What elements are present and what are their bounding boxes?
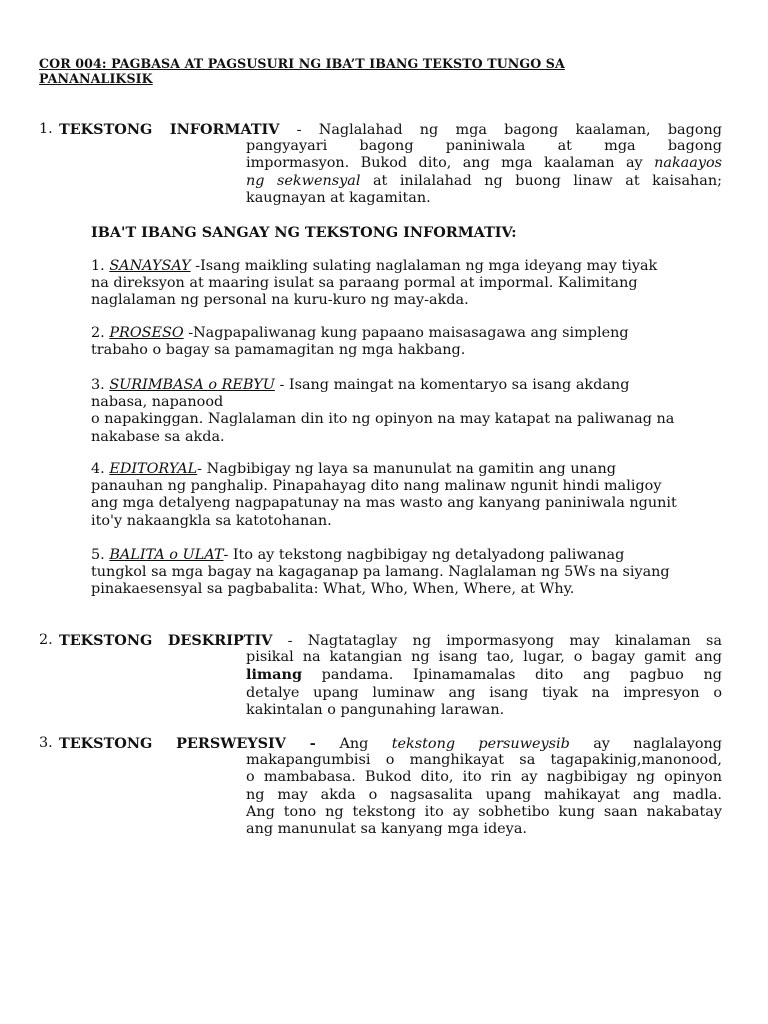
subitem-line: pinakaesensyal sa pagbabalita: What, Who, When, Where, at Why. (91, 581, 575, 598)
description-line: ng may akda o nagsasalita upang mahikayat ang madla. (246, 786, 722, 803)
description-line: pangyayari bagong paniniwala at mga bagong (246, 138, 722, 155)
section-number: 2. (39, 632, 53, 648)
description-line: makapangumbisi o manghikayat sa tagapakinig,manonood, (246, 752, 722, 769)
section-tekstong-informativ (39, 121, 722, 207)
course-heading (39, 56, 659, 86)
description-line: kakintalan o pangunahing larawan. (246, 701, 505, 718)
course-heading-line-2: PANANALIKSIK (39, 71, 153, 86)
subitem-title: PROSESO (109, 325, 184, 341)
subitem-first-line: 3. SURIMBASA o REBYU - Isang maingat na komentaryo sa isang akdang (91, 377, 630, 393)
description-line: pisikal na katangian ng isang tao, lugar, o bagay gamit ang (246, 649, 722, 666)
subitem-line: ang mga detalyeng nagpapatunay na mas wasto ang kanyang paniniwala ngunit (91, 495, 677, 512)
description-line: Ang tono ng tekstong ito ay sobhetibo kung saan nakabatay (246, 803, 722, 820)
subitem-surimbasa (91, 377, 723, 446)
description-line: o mambabasa. Bukod dito, ito rin ay nagbibigay ng opinyon (246, 769, 722, 786)
section-number: 1. (39, 121, 53, 137)
description-line: ang manunulat sa kanyang mga ideya. (246, 821, 527, 837)
subitem-line: o napakinggan. Naglalaman din ito ng opinyon na may katapat na paliwanag na (91, 411, 675, 428)
subitem-title: SURIMBASA o REBYU (109, 377, 275, 393)
section-tekstong-persweysiv (39, 735, 722, 838)
subitem-title: SANAYSAY (109, 258, 191, 274)
section-first-line: TEKSTONG PERSWEYSIV - Ang tekstong persuweysib ay naglalayong (59, 735, 722, 752)
subitem-line: na direksyon at maaring isulat sa paraang pormal at impormal. Kalimitang (91, 275, 638, 292)
subitem-title: EDITORYAL (109, 461, 198, 477)
subitem-line: nabasa, napanood (91, 394, 224, 411)
description-line: kaugnayan at kagamitan. (246, 189, 431, 206)
section-intro: - Nagtataglay ng impormasyong may kinalaman sa (272, 633, 722, 649)
subitem-proseso (91, 325, 723, 359)
subitem-first-line: 2. PROSESO -Nagpapaliwanag kung papaano maisasagawa ang simpleng (91, 325, 629, 341)
description-line: detalye upang luminaw ang isang tiyak na impresyon o (246, 684, 722, 701)
subitem-line: nakabase sa akda. (91, 428, 225, 445)
description-line: ng sekwensyal at inilalahad ng buong linaw at kaisahan; (246, 172, 722, 189)
section-title: TEKSTONG DESKRIPTIV (59, 632, 273, 649)
subitem-sanaysay (91, 258, 723, 310)
subitem-line: panauhan ng panghalip. Pinapahayag dito nang malinaw ngunit hindi maligoy (91, 478, 662, 495)
subitem-editoryal (91, 461, 723, 530)
course-heading-line-1: COR 004: PAGBASA AT PAGSUSURI NG IBA’T IBANG TEKSTO TUNGO SA (39, 56, 565, 71)
subitem-balita (91, 547, 723, 599)
subitem-first-line: 4. EDITORYAL- Nagbibigay ng laya sa manunulat na gamitin ang unang (91, 461, 616, 477)
subitem-first-line: 5. BALITA o ULAT- Ito ay tekstong nagbibigay ng detalyadong paliwanag (91, 547, 625, 563)
description-line: impormasyon. Bukod dito, ang mga kaalaman ay nakaayos (246, 155, 723, 172)
subitem-line: tungkol sa mga bagay na kagaganap pa lamang. Naglalaman ng 5Ws na siyang (91, 564, 670, 581)
subheading-sangay: IBA'T IBANG SANGAY NG TEKSTONG INFORMATIV: (91, 224, 517, 241)
section-intro: - Naglalahad ng mga bagong kaalaman, bagong (279, 122, 722, 138)
subitem-title: BALITA o ULAT (109, 547, 224, 563)
subitem-first-line: 1. SANAYSAY -Isang maikling sulating naglalaman ng mga ideyang may tiyak (91, 258, 658, 274)
subitem-line: trabaho o bagay sa pamamagitan ng mga hakbang. (91, 342, 466, 359)
section-first-line (59, 121, 722, 139)
subitem-line: ito'y nakaangkla sa katotohanan. (91, 512, 332, 529)
section-number: 3. (39, 735, 53, 751)
section-tekstong-deskriptiv (39, 632, 722, 719)
section-title: TEKSTONG INFORMATIV (59, 121, 280, 138)
description-line: limang pandama. Ipinamamalas dito ang pagbuo ng (246, 666, 722, 684)
section-title: TEKSTONG PERSWEYSIV (59, 735, 286, 752)
subitem-line: naglalaman ng personal na kuru-kuro ng may-akda. (91, 292, 469, 309)
section-first-line (59, 632, 722, 650)
